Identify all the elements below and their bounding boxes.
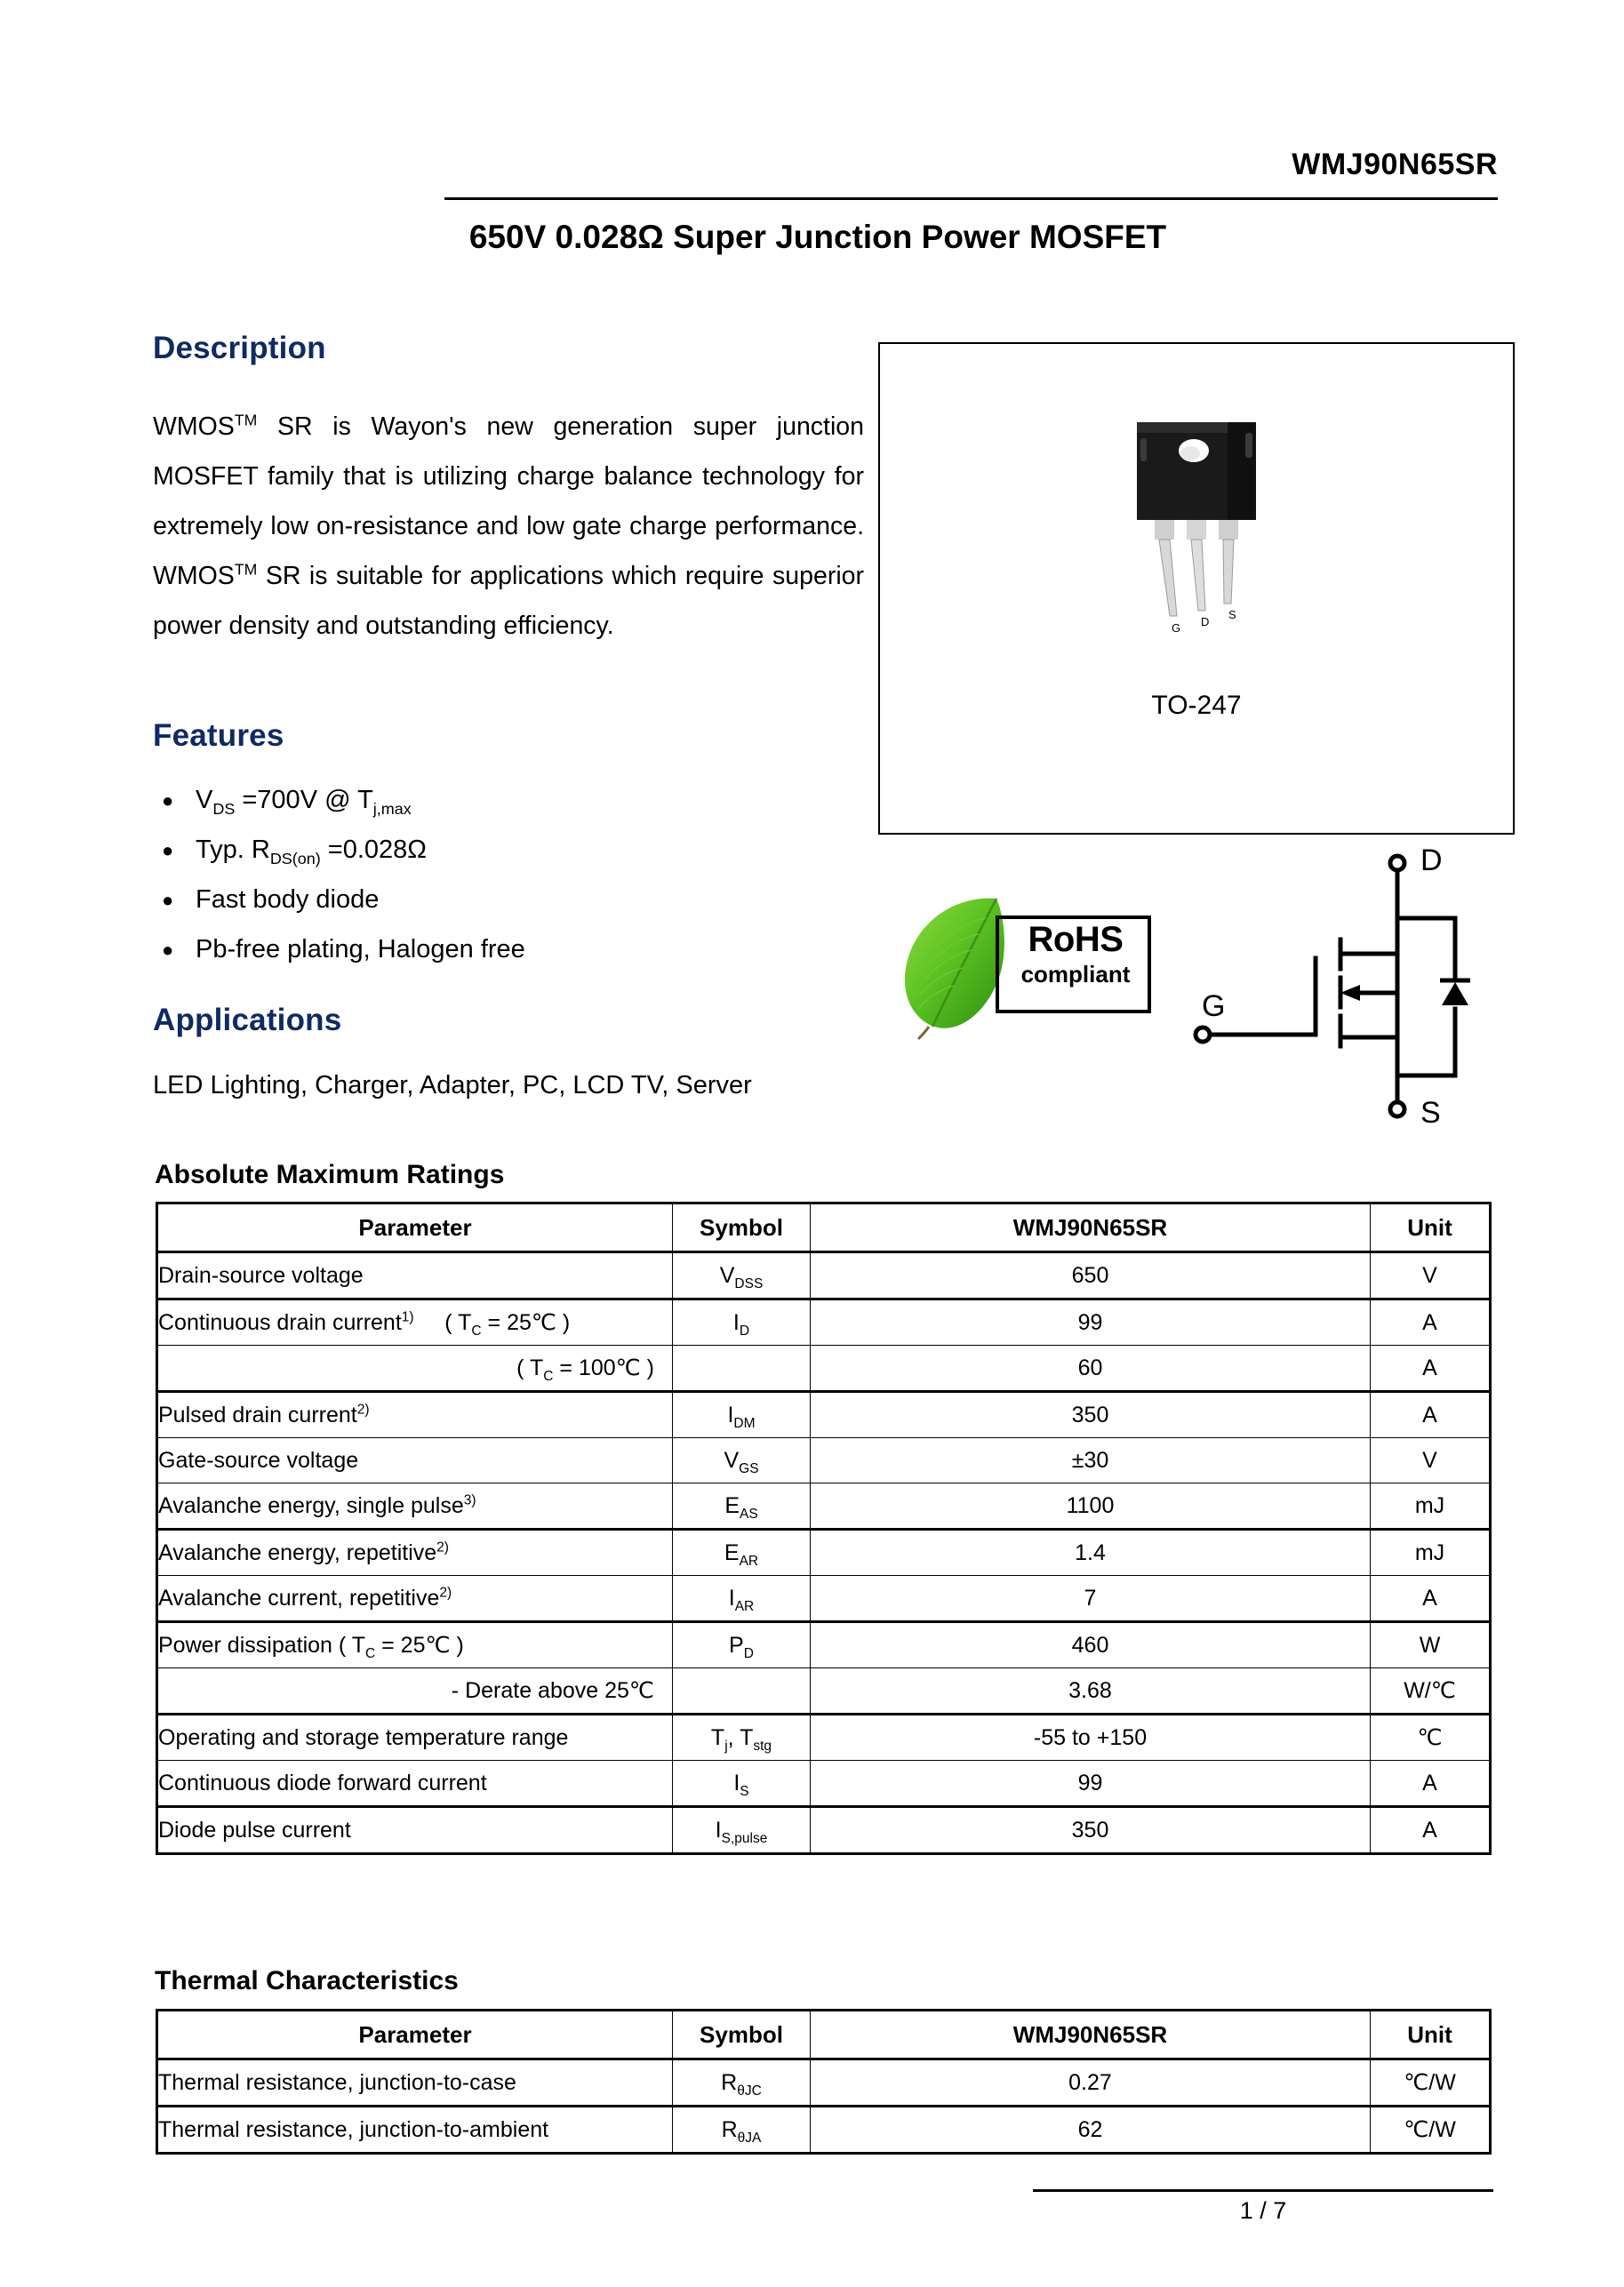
features-heading: Features [153, 718, 284, 753]
cell-unit: A [1371, 1576, 1491, 1622]
thermal-characteristics-table [156, 2009, 1492, 2155]
pin-label-s: S [1228, 608, 1236, 621]
table-row [157, 1438, 1491, 1483]
cell-parameter: Gate-source voltage [157, 1438, 673, 1483]
cell-parameter: - Derate above 25℃ [157, 1668, 673, 1715]
table-header-row [157, 1203, 1491, 1252]
features-list [162, 784, 864, 983]
cell-value: 1.4 [811, 1530, 1371, 1576]
table-row [157, 1530, 1491, 1576]
rohs-label: RoHS [1028, 920, 1124, 959]
column-header-value: WMJ90N65SR [811, 1203, 1371, 1252]
page-number: 1 / 7 [1239, 2197, 1287, 2224]
terminal-label-s: S [1420, 1096, 1441, 1130]
mosfet-symbol [1182, 840, 1529, 1133]
cell-symbol: $R_{\theta JA}$ [673, 2107, 811, 2154]
cell-value: 0.27 [811, 2059, 1371, 2107]
cell-unit: A [1371, 1761, 1491, 1807]
cell-unit: mJ [1371, 1530, 1491, 1576]
pin-label-d: D [1201, 615, 1210, 628]
bullet-icon: ● [162, 889, 174, 911]
feature-item [162, 933, 864, 983]
column-header-symbol: Symbol [673, 2011, 811, 2059]
cell-parameter: ( $T_C$ = 100℃ ) [157, 1346, 673, 1392]
cell-unit: A [1371, 1346, 1491, 1392]
cell-parameter: Diode pulse current [157, 1807, 673, 1854]
thermal-characteristics-body [157, 2059, 1491, 2154]
cell-symbol [673, 1346, 811, 1392]
applications-heading: Applications [153, 1003, 342, 1037]
cell-parameter: Continuous drain current$^{1)}$ ( $T_C$ = 25℃ ) [157, 1299, 673, 1346]
page-header [444, 149, 1498, 180]
abs-max-ratings-body [157, 1252, 1491, 1854]
terminal-label-g: G [1202, 989, 1226, 1023]
cell-parameter: Continuous diode forward current [157, 1761, 673, 1807]
applications-text: LED Lighting, Charger, Adapter, PC, LCD TV, Server [153, 1071, 752, 1100]
rohs-compliant-label: compliant [1020, 961, 1131, 988]
cell-parameter: Thermal resistance, junction-to-case [157, 2059, 673, 2107]
column-header-symbol: Symbol [673, 1203, 811, 1252]
feature-item [162, 834, 864, 884]
feature-item [162, 884, 864, 933]
bullet-icon: ● [162, 789, 174, 812]
header-divider [444, 197, 1498, 200]
cell-unit: W/℃ [1371, 1668, 1491, 1715]
column-header-value: WMJ90N65SR [811, 2011, 1371, 2059]
cell-parameter: Pulsed drain current$^{2)}$ [157, 1392, 673, 1438]
description-text [153, 402, 864, 651]
cell-symbol: $E_{AR}$ [673, 1530, 811, 1576]
cell-symbol: $I_S$ [673, 1761, 811, 1807]
table-row [157, 1576, 1491, 1622]
table-row [157, 1715, 1491, 1761]
cell-value: -55 to +150 [811, 1715, 1371, 1761]
cell-value: 3.68 [811, 1668, 1371, 1715]
cell-unit: ℃/W [1371, 2107, 1491, 2154]
table-row [157, 1299, 1491, 1346]
footer-divider [1033, 2189, 1493, 2192]
cell-unit: W [1371, 1622, 1491, 1668]
table-row [157, 1392, 1491, 1438]
table-row [157, 1346, 1491, 1392]
terminal-label-d: D [1420, 844, 1443, 877]
column-header-parameter: Parameter [157, 1203, 673, 1252]
table-header-row [157, 2011, 1491, 2059]
cell-parameter: Avalanche current, repetitive$^{2)}$ [157, 1576, 673, 1622]
abs-max-ratings-table [156, 1202, 1492, 1855]
cell-unit: mJ [1371, 1483, 1491, 1530]
table-row [157, 1761, 1491, 1807]
pin-label-g: G [1172, 621, 1181, 635]
column-header-unit: Unit [1371, 1203, 1491, 1252]
cell-unit: A [1371, 1299, 1491, 1346]
cell-symbol: $T_j$, $T_{stg}$ [673, 1715, 811, 1761]
abs-max-ratings-heading: Absolute Maximum Ratings [155, 1160, 505, 1189]
table-row [157, 1483, 1491, 1530]
feature-label: $V_{DS} =700V$ @ $T_{j,max}$ [196, 786, 412, 818]
table-row [157, 2059, 1491, 2107]
cell-value: 99 [811, 1299, 1371, 1346]
cell-symbol: $I_{AR}$ [673, 1576, 811, 1622]
cell-value: 60 [811, 1346, 1371, 1392]
description-heading: Description [153, 331, 326, 365]
table-row [157, 1807, 1491, 1854]
cell-unit: V [1371, 1438, 1491, 1483]
mosfet-schematic-icon [1182, 840, 1529, 1133]
feature-label: Fast body diode [196, 885, 380, 914]
cell-symbol: $V_{GS}$ [673, 1438, 811, 1483]
package-caption: TO-247 [1151, 691, 1242, 720]
cell-value: 62 [811, 2107, 1371, 2154]
cell-value: 650 [811, 1252, 1371, 1299]
cell-symbol [673, 1668, 811, 1715]
cell-unit: ℃/W [1371, 2059, 1491, 2107]
table-row [157, 1252, 1491, 1299]
bullet-icon: ● [162, 939, 174, 961]
description-paragraph: WMOS™ SR is Wayon's new generation super junction MOSFET family that is utilizing charge balance technology for extremely low on-resistance and low gate charge performance. WMOS™ SR is suitable for applications which require superior power density and outstanding efficiency. [153, 411, 864, 640]
feature-label: Pb-free plating, Halogen free [196, 935, 525, 964]
cell-value: 350 [811, 1807, 1371, 1854]
cell-value: 7 [811, 1576, 1371, 1622]
cell-value: 460 [811, 1622, 1371, 1668]
thermal-characteristics-heading: Thermal Characteristics [155, 1966, 459, 1995]
cell-parameter: Power dissipation ( $T_C$ = 25℃ ) [157, 1622, 673, 1668]
cell-unit: A [1371, 1392, 1491, 1438]
table-row [157, 1622, 1491, 1668]
cell-symbol: $V_{DSS}$ [673, 1252, 811, 1299]
part-number: WMJ90N65SR [1292, 148, 1498, 181]
cell-parameter: Thermal resistance, junction-to-ambient [157, 2107, 673, 2154]
feature-item [162, 784, 864, 834]
column-header-unit: Unit [1371, 2011, 1491, 2059]
feature-label: Typ. $R_{DS(on)} =0.028\Omega$ [196, 836, 427, 868]
cell-value: ±30 [811, 1438, 1371, 1483]
package-image-box [878, 342, 1515, 835]
cell-symbol: $I_{S,pulse}$ [673, 1807, 811, 1854]
cell-parameter: Avalanche energy, single pulse$^{3)}$ [157, 1483, 673, 1530]
cell-parameter: Drain-source voltage [157, 1252, 673, 1299]
cell-unit: A [1371, 1807, 1491, 1854]
cell-symbol: $I_D$ [673, 1299, 811, 1346]
cell-symbol: $E_{AS}$ [673, 1483, 811, 1530]
cell-parameter: Operating and storage temperature range [157, 1715, 673, 1761]
cell-parameter: Avalanche energy, repetitive$^{2)}$ [157, 1530, 673, 1576]
cell-unit: ℃ [1371, 1715, 1491, 1761]
rohs-text-group [1000, 918, 1151, 988]
cell-symbol: $P_D$ [673, 1622, 811, 1668]
cell-value: 350 [811, 1392, 1371, 1438]
rohs-logo [893, 893, 1160, 1044]
table-row [157, 2107, 1491, 2154]
cell-value: 1100 [811, 1483, 1371, 1530]
cell-symbol: $R_{\theta JC}$ [673, 2059, 811, 2107]
cell-symbol: $I_{DM}$ [673, 1392, 811, 1438]
bullet-icon: ● [162, 839, 174, 861]
column-header-parameter: Parameter [157, 2011, 673, 2059]
cell-unit: V [1371, 1252, 1491, 1299]
to247-package-illustration [1121, 413, 1272, 636]
cell-value: 99 [811, 1761, 1371, 1807]
table-row [157, 1668, 1491, 1715]
page-title: 650V 0.028Ω Super Junction Power MOSFET [468, 219, 1167, 255]
